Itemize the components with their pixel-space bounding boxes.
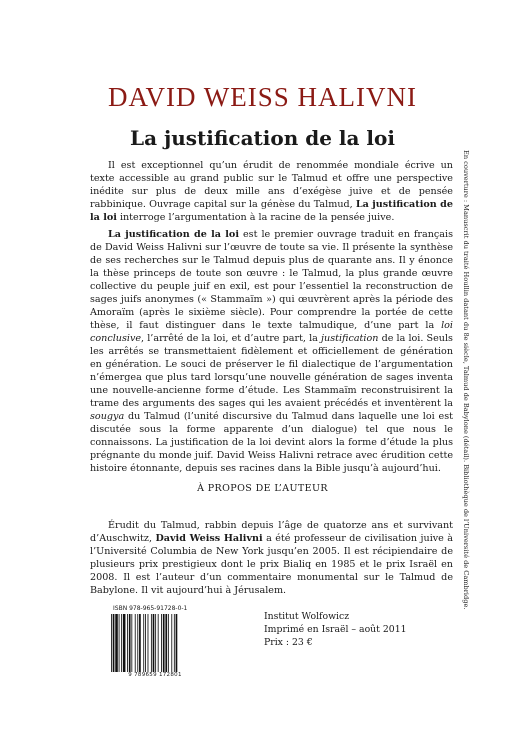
print-info: Imprimé en Israël – août 2011	[264, 624, 407, 635]
main-text-3: de la loi. Seuls les arrêtés se transmettaient fidèlement et officiellement de génération en génération. Le souci de préserver le fil dialectique de l’argumentation n’émergea que plus tard lorsqu’une nouvelle génération de sages inventa une nouvelle-ancienne forme d’étude. Les Stammaïm reconstruisirent la trame des arguments des sages qui les avaient précédés et inventèrent la	[90, 333, 453, 409]
intro-text-2: interroge l’argumentation à la racine de la pensée juive.	[116, 212, 395, 223]
main-text-1: est le premier ouvrage traduit en français de David Weiss Halivni sur l’œuvre de toute sa vie. Il présente la synthèse de ses recherches sur le Talmud depuis plus de quarante ans. Il y énonce la thèse princeps de toute son œuvre : le Talmud, la plus grande œuvre collective du peuple juif en exil, est pour l’essentiel la reconstruction de sages juifs anonymes (« Stammaïm ») qui œuvrèrent après la période des Amoraïm (après le sixième siècle). Pour comprendre la portée de cette thèse, il faut distinguer dans le texte talmudique, d’une part la	[90, 229, 454, 331]
main-text-4: du Talmud (l’unité discursive du Talmud dans laquelle une loi est discutée sous la forme apparente d’un dialogue) tel que nous le connaissons. La justification de la loi devint alors la forme d’étude la plus prégnante du monde juif. David Weiss Halivni retrace avec érudition cette histoire étonnante, depuis ses racines dans la Bible jusqu’à aujourd’hui.	[90, 411, 453, 474]
main-text-2: , l’arrêté de la loi, et d’autre part, la	[141, 333, 322, 344]
about-text-2: a été professeur de civilisation juive à l’Université Columbia de New York jusqu’en 2005. Il est récipiendaire de plusieurs prix prestigieux dont le prix Bialiq en 1985 et le prix Israël en 2008. Il est l’auteur d’un commentaire monumental sur le Talmud de Babylone. Il vit aujourd’hui à Jérusalem.	[90, 533, 453, 596]
book-title: La justification de la loi	[130, 126, 395, 150]
price-label: Prix : 23 €	[264, 637, 313, 648]
main-paragraph	[90, 228, 453, 475]
author-name: DAVID WEISS HALIVNI	[108, 82, 417, 112]
barcode-number: 9 789659 172801	[128, 672, 182, 678]
intro-text-1: Il est exceptionnel qu’un érudit de renommée mondiale écrive un texte accessible au grand public sur le Talmud et offre une perspective inédite sur plus de deux mille ans d’exégèse juive et de pensée rabbinique. Ouvrage capital sur la génèse du Talmud,	[90, 160, 453, 210]
isbn-label: ISBN 978-965-91728-0-1	[113, 605, 188, 612]
term-loi-conclusive: loi conclusive	[90, 320, 453, 344]
intro-book-title: La justification de la loi	[90, 199, 453, 223]
publisher-block	[264, 610, 407, 649]
barcode-image	[110, 614, 200, 672]
publisher-name: Institut Wolfowicz	[264, 611, 350, 622]
cover-credit: En couverture : Manuscrit du traité Houllin datant du 8e siècle, Talmud de Babylone (détail). Bibliothèque de l’Université de Cambridge.	[462, 150, 470, 610]
about-paragraph	[90, 519, 453, 597]
term-justification: justification	[321, 333, 379, 344]
intro-paragraph	[90, 159, 453, 224]
about-heading: À PROPOS DE L’AUTEUR	[197, 483, 328, 494]
main-book-title: La justification de la loi	[108, 229, 239, 240]
about-author-name: David Weiss Halivni	[155, 533, 263, 544]
about-text-1: Érudit du Talmud, rabbin depuis l’âge de quatorze ans et survivant d’Auschwitz,	[90, 520, 453, 544]
term-sougya: sougya	[90, 411, 125, 422]
